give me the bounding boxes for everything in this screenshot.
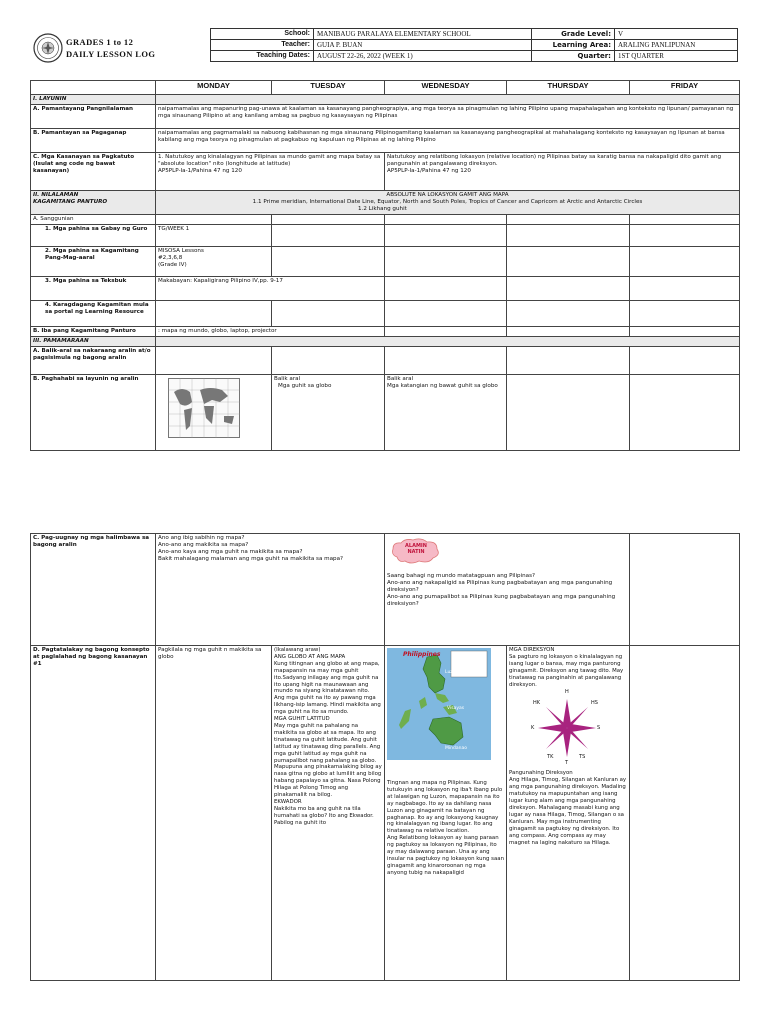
row-c-label: C. Mga Kasanayan sa Pagkatuto (Isulat ang code ng bawat kasanayan): [31, 153, 156, 191]
header-info-table: [210, 28, 738, 62]
school-label: School:: [211, 29, 314, 40]
quarter-value: 1ST QUARTER: [615, 51, 738, 62]
p2-d-tue: [272, 646, 385, 981]
alamin-natin-text: ALAMIN NATIN: [405, 543, 427, 555]
p2-row-c-mon: [156, 534, 385, 646]
empty-cell: [385, 247, 507, 277]
section-nilalaman-cell: [31, 191, 156, 215]
paghahabi-label: B. Paghahabi sa layunin ng aralin: [31, 375, 156, 451]
s1-mon: TG/WEEK 1: [156, 225, 272, 247]
p2-row-c-label: C. Pag-uugnay ng mga halimbawa sa bagong aralin: [31, 534, 156, 646]
empty-cell: [630, 247, 740, 277]
d-wed-p1: Tingnan ang mapa ng Pilipinas. Kung tutukuyin ang lokasyon ng iba't ibang pulo at lalawigan ng Luzon, mapapansin na ito ay nagbabago. Ito ay sa dahilang nasa Luzon ang ginagamit na batayan ng paghanap. Ito ay ang lokasyong kaugnay ng kinalalagyan ng ibang lugar. Ito ang tinatawag na relative location.: [387, 780, 503, 835]
s2-label: 2. Mga pahina sa Kagamitang Pang-Mag-aaral: [31, 247, 156, 277]
dates-value: AUGUST 22-26, 2022 (WEEK 1): [314, 51, 532, 62]
row-b-text: naipamamalas ang pagmamalaki sa nabuong kabihasnan ng mga sinaunang Pilipinogamitang kaalaman sa kasanayang pangheograpikal at mahahalagang konteksto ng kasaysayan ng lipunan at bansa kabilang ang mga teorya ng pinagmulan at pagkabuo ng kapuluan ng Pilipinas at ng lahing Pilipino: [156, 129, 740, 153]
compass-s: S: [597, 725, 601, 732]
doc-title: [66, 36, 155, 60]
compass-tk: TK: [547, 754, 554, 761]
d-tue-p2: Ang mga guhit na ito ay pawang mga likhang-isip lamang. Hindi makikita ang mga guhit na ito sa mundo.: [274, 695, 381, 716]
s2-mon-line2: #2,3,6,8: [158, 255, 183, 261]
empty-cell: [630, 534, 740, 646]
empty-cell: [507, 347, 630, 375]
map-title: Philippines: [403, 651, 441, 658]
row-c-wed-code: AP5PLP-Ia-1/Pahina 47 ng 120: [387, 168, 471, 174]
empty-cell: [507, 277, 630, 301]
d-tue-head4: EKWADOR: [274, 798, 302, 805]
paghahabi-wed-line2: Mga katangian ng bawat guhit sa globo: [387, 383, 498, 389]
empty-cell: [156, 215, 272, 225]
world-map-sketch-icon: [168, 378, 240, 438]
s3-label: 3. Mga pahina sa Teksbuk: [31, 277, 156, 301]
empty-cell: [630, 375, 740, 451]
paghahabi-wed-line1: Balik aral: [387, 376, 414, 382]
p2-d-mon: Pagkilala ng mga guhit n makikita sa globo: [156, 646, 272, 981]
nilalaman-content: [156, 191, 740, 215]
empty-cell: [630, 301, 740, 327]
lesson-table-page2: [30, 533, 740, 981]
row-c-wed: [385, 153, 740, 191]
doc-title-line1: GRADES 1 to 12: [66, 37, 134, 47]
paghahabi-tue-line2: Mga guhit sa globo: [278, 383, 332, 389]
section-nilalaman: II. NILALAMAN: [33, 192, 79, 198]
compass-k: K: [531, 725, 535, 732]
day-monday: MONDAY: [156, 81, 272, 95]
p2-row-d-label: D. Pagtatalakay ng bagong konsepto at paglalahad ng bagong kasanayan #1: [31, 646, 156, 981]
philippines-map: [387, 648, 491, 760]
d-tue-p3: May mga guhit na pahalang na makikita sa globo at sa mapa. Ito ang tinatawag na guhit latitude. Ang guhit latitud ay tinatawag ding parallels. Ang mga guhit latitud ay mga guhit na pumapalibot nang pahalang sa globo. Mapupuna ang pinakamalaking bilog ay nasa gitna ng globo at lumiliit ang bilog habang papalayo sa gitna. Nasa Polong Hilaga at Polong Timog ang pinakamaliit na bilog.: [274, 722, 382, 799]
section-layunin-fill: [156, 95, 740, 105]
section-pamamaraan: III. PAMAMARAAN: [31, 337, 156, 347]
section-pamamaraan-fill: [156, 337, 740, 347]
p2-c-wed-q3: Ano-ano ang pumapalibot sa Pilipinas kung pagbabatayan ang mga pangunahing direksiyon?: [387, 594, 616, 607]
compass-rose: [531, 690, 603, 766]
empty-cell: [507, 327, 630, 337]
philippines-map-icon: [389, 649, 489, 759]
area-value: ARALING PANLIPUNAN: [615, 40, 738, 51]
empty-cell: [272, 215, 385, 225]
empty-cell: [630, 277, 740, 301]
compass-t: T: [565, 760, 569, 767]
row-b-label: B. Pamantayan sa Pagaganap: [31, 129, 156, 153]
d-wed-p2: Ang Relatibong lokasyon ay isang paraan ng pagtukoy sa lokasyon ng Pilipinas, ito ay may dalawang paraan. Una ay ang insular na pagtukoy ng lokasyon kung saan ginagamit ang kinaroroonan ng mga anyong tubig na nakapaligid: [387, 835, 504, 876]
map-label-mindanao: Mindanao: [445, 746, 467, 751]
day-thursday: THURSDAY: [507, 81, 630, 95]
teacher-value: GUIA P. BUAN: [314, 40, 532, 51]
empty-cell: [630, 215, 740, 225]
sanggunian-label: A. Sanggunian: [31, 215, 156, 225]
map-label-luzon: Luzon: [445, 670, 459, 675]
area-label: Learning Area:: [532, 40, 615, 51]
empty-cell: [272, 225, 385, 247]
p2-c-wed-q2: Ano-ano ang nakapaligid sa Pilipinas kung pagbabatayan ang mga pangunahing direksiyon?: [387, 580, 613, 593]
compass-rose-icon: [536, 697, 601, 759]
d-thu-head2: Pangunahing Direksyon: [509, 770, 573, 777]
d-thu-p2: Ang Hilaga, Timog, Silangan at Kanluran ay ang mga pangunahing direksyon. Madaling matutukoy na mapupuntahan ang isang lugar kung alam ang mga pangunahing direksyon. Mahalagang masabi kung ang lugar ay nasa Hilaga, Timog, Silangan o sa Kanluran. May mga instrumenting ginagamit sa pagtukoy ng direksiyon. Ito ang compass. Ang compass ay may magnet na laging nakaturo sa Hilaga.: [509, 777, 627, 846]
row-c-wed-text: Natutukoy ang relatibong lokasyon (relative location) ng Pilipinas batay sa karatig bansa na nakapaligid dito gamit ang pangunahin at pangalawang direksyon.: [387, 154, 722, 167]
p2-c-mon-q4: Bakit mahalagang malaman ang mga guhit na makikita sa mapa?: [158, 556, 344, 562]
row-c-mon: [156, 153, 385, 191]
s1-label: 1. Mga pahina sa Gabay ng Guro: [31, 225, 156, 247]
empty-cell: [630, 225, 740, 247]
row-c-mon-text: 1. Natutukoy ang kinalalagyan ng Pilipinas sa mundo gamit ang mapa batay sa "absolute location" nito (longhitude at latitude): [158, 154, 381, 167]
s3-mon: Makabayan: Kapaligirang Pilipino IV,pp. 9-17: [156, 277, 385, 301]
s2-mon: [156, 247, 272, 277]
day-tuesday: TUESDAY: [272, 81, 385, 95]
s2-mon-line1: MISOSA Lessons: [158, 248, 204, 254]
paghahabi-mon: [156, 375, 272, 451]
deped-seal-icon: [33, 33, 63, 63]
day-wednesday: WEDNESDAY: [385, 81, 507, 95]
p2-c-wed-q1: Saang bahagi ng mundo matatagpuan ang Pilipinas?: [387, 573, 535, 579]
grade-label: Grade Level:: [532, 29, 615, 40]
d-tue-p4: Nakikita mo ba ang guhit na tila humahati sa globo? Ito ang Ekwador. Pabilog na guhit ito: [274, 805, 374, 826]
day-friday: FRIDAY: [630, 81, 740, 95]
alamin-natin-cloud: [389, 535, 449, 569]
dates-label: Teaching Dates:: [211, 51, 314, 62]
empty-cell: [272, 347, 385, 375]
empty-cell: [272, 247, 385, 277]
empty-cell: [507, 225, 630, 247]
empty-cell: [630, 327, 740, 337]
p2-d-wed: [385, 646, 507, 981]
d-thu-head: MGA DIREKSYON: [509, 647, 555, 653]
paghahabi-wed: [385, 375, 507, 451]
empty-cell: [385, 347, 507, 375]
section-kagamitan: KAGAMITANG PANTURO: [33, 199, 108, 205]
d-thu-p1: Sa pagturo ng lokasyon o kinalalagyan ng isang lugar o bansa, may mga panturong ginagamit. Direksyon ang tawag dito. May tinatawag na panginahin at pangalawang direksyon.: [509, 653, 624, 688]
balik-label: A. Balik-aral sa nakaraang aralin at/o pagsisimula ng bagong aralin: [31, 347, 156, 375]
map-label-visayas: Visayas: [447, 706, 465, 711]
d-tue-p1: Kung titingnan ang globo at ang mapa, mapapansin na may mga guhit ito.Sadyang inilagay ang mga guhit na ito upang higit na maunawaan ang mundo na siyang kinatatawan nito.: [274, 660, 380, 695]
blank-header-cell: [31, 81, 156, 95]
iba-text: : mapa ng mundo, globo, laptop, projector: [156, 327, 385, 337]
teacher-label: Teacher:: [211, 40, 314, 51]
empty-cell: [156, 301, 272, 327]
empty-cell: [272, 301, 385, 327]
s4-label: 4. Karagdagang Kagamitan mula sa portal ng Learning Resource: [31, 301, 156, 327]
lesson-table-page1: [30, 80, 740, 451]
doc-title-line2: DAILY LESSON LOG: [66, 49, 156, 59]
p2-c-mon-q1: Ano ang ibig sabihin ng mapa?: [158, 535, 245, 541]
school-value: MANIBAUG PARALAYA ELEMENTARY SCHOOL: [314, 29, 532, 40]
empty-cell: [507, 301, 630, 327]
compass-hs: HS: [591, 700, 598, 707]
nilalaman-line1: 1.1 Prime meridian, International Date Line, Equator, North and South Poles, Tropics of Cancer and Capricorn at Arctic and Antarctic Circles: [252, 199, 643, 205]
p2-c-mon-q3: Ano-ano kaya ang mga guhit na makikita sa mapa?: [158, 549, 303, 555]
empty-cell: [630, 646, 740, 981]
compass-h: H: [565, 689, 569, 696]
p2-d-thu: [507, 646, 630, 981]
compass-ts: TS: [579, 754, 586, 761]
empty-cell: [385, 301, 507, 327]
quarter-label: Quarter:: [532, 51, 615, 62]
empty-cell: [385, 225, 507, 247]
p2-row-c-wed: [385, 534, 630, 646]
empty-cell: [507, 215, 630, 225]
empty-cell: [385, 327, 507, 337]
row-c-mon-code: AP5PLP-Ia-1/Pahina 47 ng 120: [158, 168, 242, 174]
iba-label: B. Iba pang Kagamitang Panturo: [31, 327, 156, 337]
d-tue-head1: (Ikalawang araw): [274, 647, 321, 653]
empty-cell: [156, 347, 272, 375]
empty-cell: [385, 215, 507, 225]
p2-c-mon-q2: Ano-ano ang makikita sa mapa?: [158, 542, 249, 548]
d-tue-head3: MGA GUHIT LATITUD: [274, 716, 330, 723]
paghahabi-tue-line1: Balik aral: [274, 376, 301, 382]
section-layunin: I. LAYUNIN: [31, 95, 156, 105]
row-a-text: naipamamalas ang mapanuring pag-unawa at kaalaman sa kasanayang pangheograpiya, ang mga teorya sa pinagmulan ng lahing Pilipino upang mapahalagahan ang konteksto ng lipunan/ pamayanan ng mga sinaunang Pilipino at ang kanilang ambag sa pagbuo ng kasaysayan ng Pilipinas: [156, 105, 740, 129]
row-a-label: A. Pamantayang Pangnilalaman: [31, 105, 156, 129]
d-tue-head2: ANG GLOBO AT ANG MAPA: [274, 653, 346, 660]
paghahabi-tue: [272, 375, 385, 451]
nilalaman-line2: 1.2 Likhang guhit: [358, 206, 407, 212]
nilalaman-title: ABSOLUTE NA LOKASYON GAMIT ANG MAPA: [386, 192, 509, 198]
empty-cell: [507, 247, 630, 277]
compass-hk: HK: [533, 700, 541, 707]
empty-cell: [630, 347, 740, 375]
grade-value: V: [615, 29, 738, 40]
empty-cell: [507, 375, 630, 451]
empty-cell: [385, 277, 507, 301]
s2-mon-line3: (Grade IV): [158, 262, 187, 268]
